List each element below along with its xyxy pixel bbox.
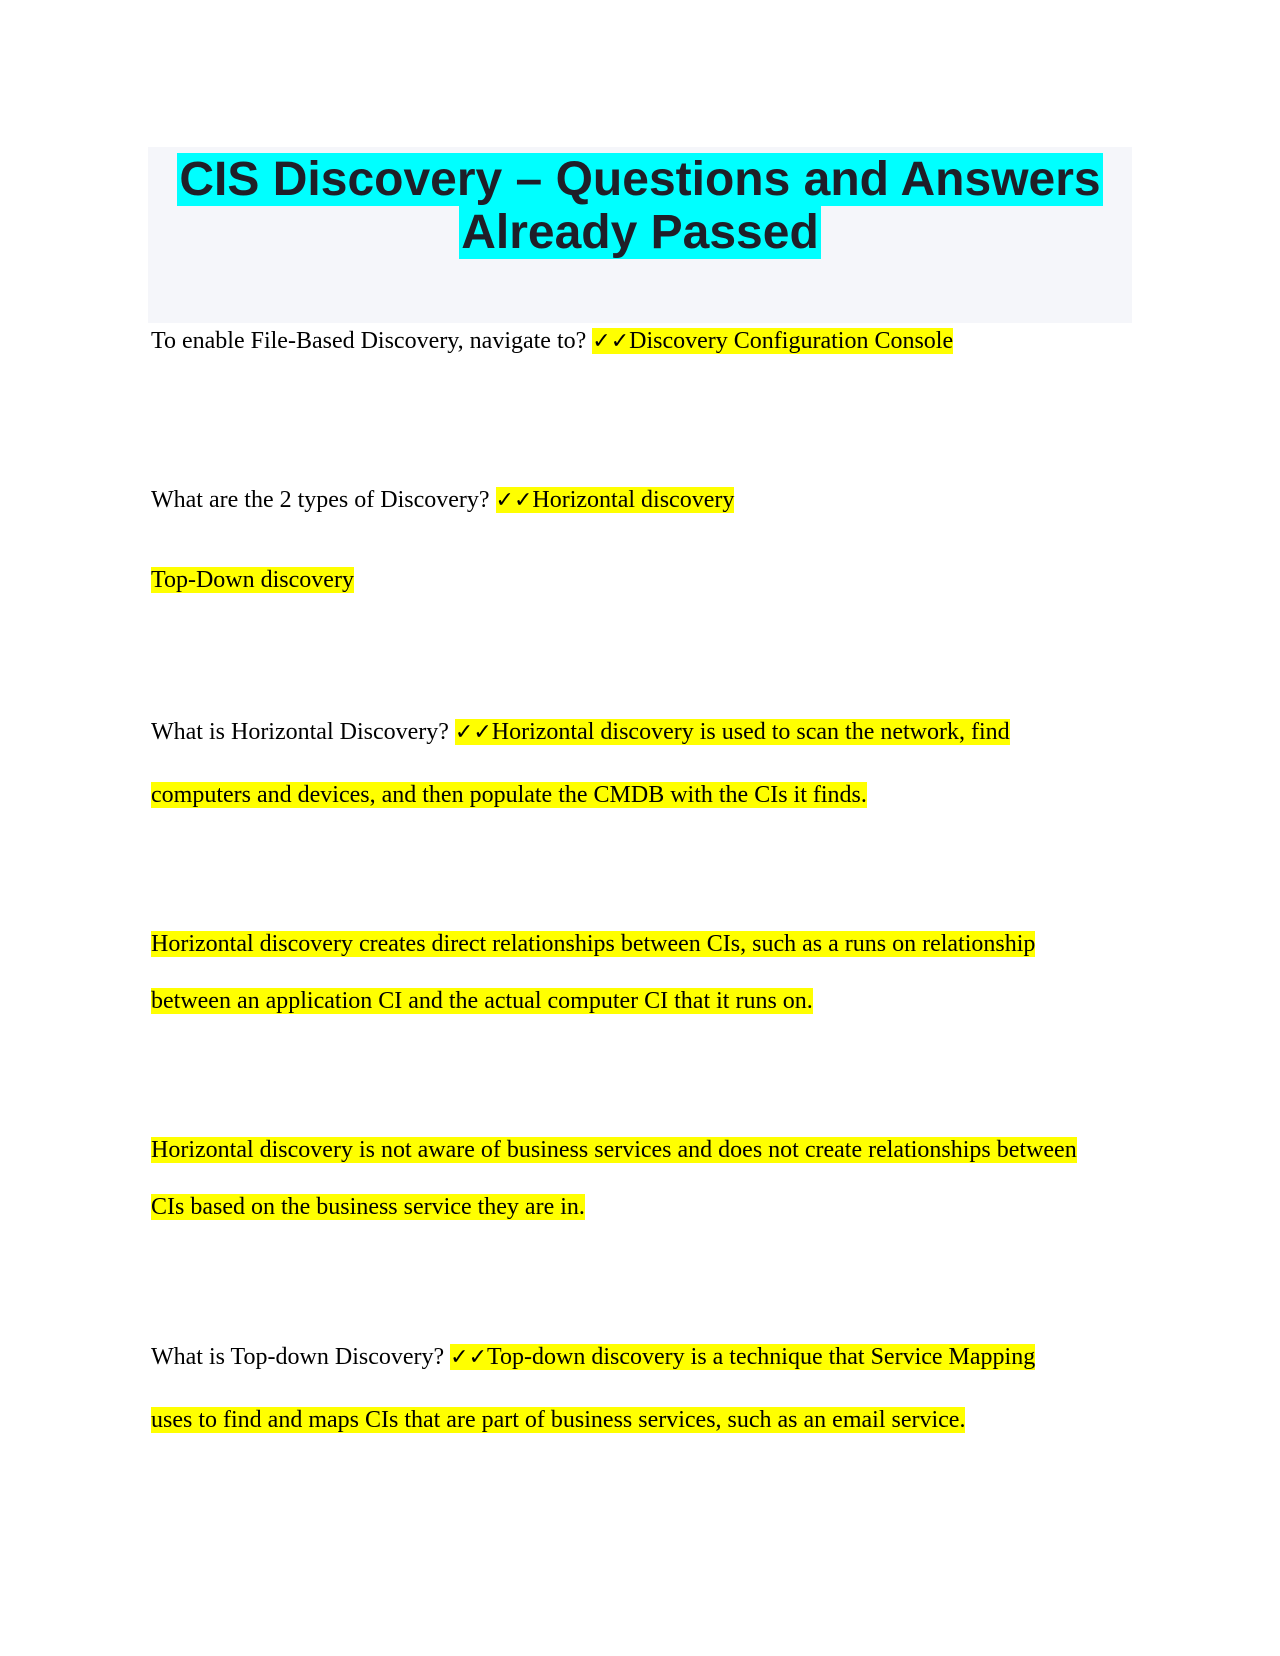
qa-2 <box>151 485 734 516</box>
check-icon: ✓✓ <box>592 329 630 354</box>
qa-4-line-2 <box>151 1405 965 1435</box>
check-icon: ✓✓ <box>450 1345 488 1370</box>
answer-text: Top-Down discovery <box>151 567 354 593</box>
answer-text: CIs based on the business service they are in. <box>151 1194 585 1220</box>
qa-3 <box>151 717 1010 748</box>
answer-text: ✓✓Horizontal discovery <box>495 487 735 513</box>
question-text: To enable File-Based Discovery, navigate to? <box>151 328 587 354</box>
qa-3-extra-2 <box>151 1135 1077 1165</box>
document-title <box>148 147 1132 323</box>
qa-1 <box>151 326 953 357</box>
answer-text: Horizontal discovery creates direct relationships between CIs, such as a runs on relationship <box>151 931 1036 957</box>
answer-text: Horizontal discovery is not aware of business services and does not create relationships between <box>151 1137 1077 1163</box>
question-text: What are the 2 types of Discovery? <box>151 487 490 513</box>
question-text: What is Top-down Discovery? <box>151 1344 445 1370</box>
answer-text: ✓✓Top-down discovery is a technique that Service Mapping <box>450 1344 1036 1370</box>
answer-text: ✓✓Discovery Configuration Console <box>592 328 954 354</box>
qa-2-continuation <box>151 565 354 595</box>
qa-3-extra-1 <box>151 929 1035 959</box>
answer-text: between an application CI and the actual computer CI that it runs on. <box>151 988 813 1014</box>
question-text: What is Horizontal Discovery? <box>151 719 449 745</box>
check-icon: ✓✓ <box>495 488 533 513</box>
check-icon: ✓✓ <box>454 720 492 745</box>
answer-text: uses to find and maps CIs that are part of business services, such as an email service. <box>151 1407 966 1433</box>
qa-3-extra-2-line-2 <box>151 1192 585 1222</box>
title-line-2: Already Passed <box>461 206 819 259</box>
qa-3-line-2 <box>151 780 867 810</box>
title-line-1: CIS Discovery – Questions and Answers <box>179 153 1101 206</box>
answer-text: ✓✓Horizontal discovery is used to scan the network, find <box>454 719 1010 745</box>
qa-4 <box>151 1342 1035 1373</box>
answer-text: computers and devices, and then populate the CMDB with the CIs it finds. <box>151 782 867 808</box>
qa-3-extra-1-line-2 <box>151 986 813 1016</box>
